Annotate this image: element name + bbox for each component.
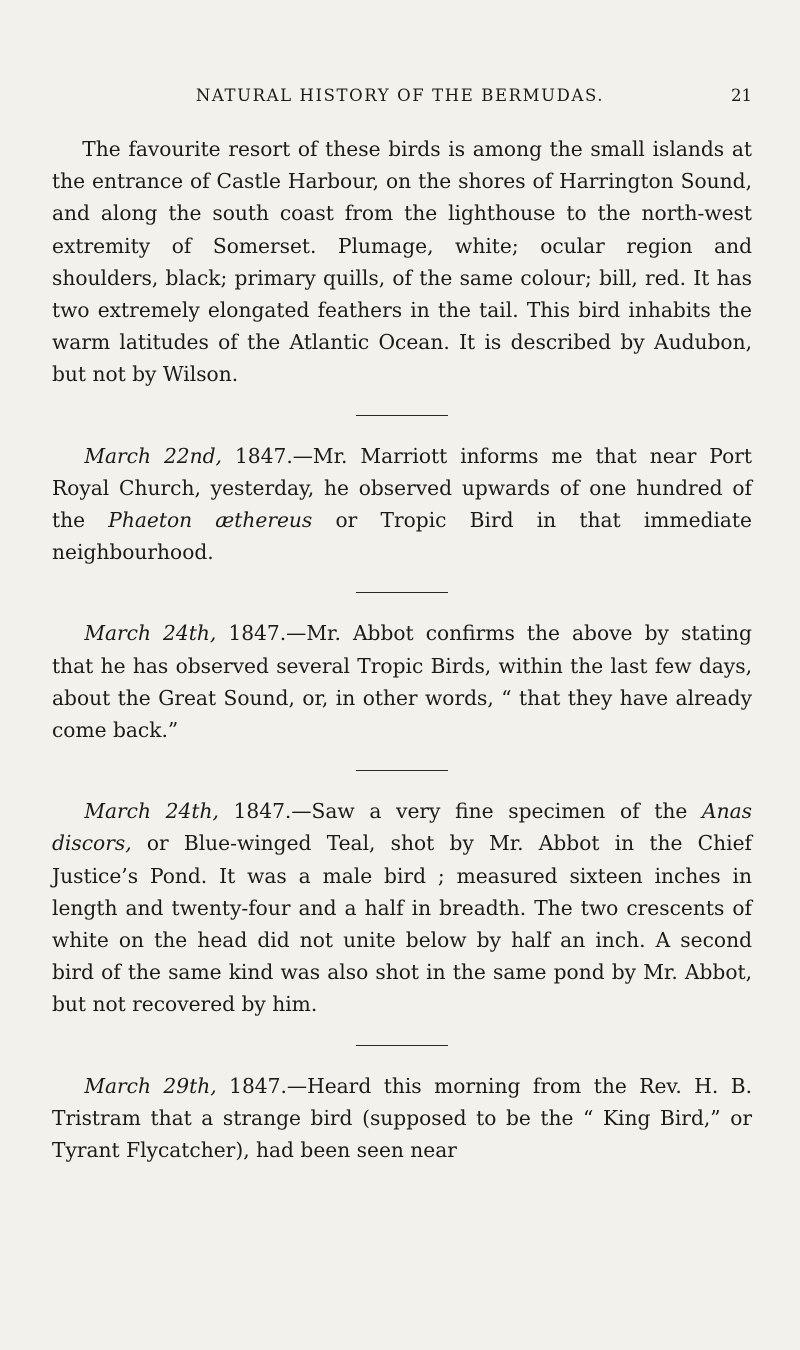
species-name: Anas discors, [52,799,752,856]
entry-date: March 29th, [84,1073,217,1098]
body-text [52,133,752,1166]
entry-text: 1847.—Saw a very fine specimen of the [218,799,703,824]
entry-text: or Blue-winged Teal, shot by Mr. Abbot in the Chief Justice’s Pond. It was a male bird ; measured sixteen inches in length and twenty-four and a half in breadth. The two crescents of white on the head did not unite below by half an inch. A second bird of the same kind was also shot in the same pond by Mr. Abbot, but not recovered by him. [52,831,752,1017]
entry-text: 1847.—Heard this morning from the Rev. H. B. Tristram that a strange bird (supposed to be the “ King Bird,” or Tyrant Flycatcher), had been seen near [52,1073,752,1163]
entry-march-24-abbot [52,617,752,746]
entry-march-22 [52,440,752,569]
entry-march-29 [52,1070,752,1167]
section-divider [356,770,448,771]
section-divider [356,1045,448,1046]
entry-text: or Tropic Bird in that immediate neighbourhood. [52,508,752,565]
section-divider [356,415,448,416]
paragraph-text: The favourite resort of these birds is among the small islands at the entrance of Castle Harbour, on the shores of Harrington Sound, and along the south coast from the lighthouse to the north-west extremity of Somerset. Plumage, white; ocular region and shoulders, black; primary quills, of the same colour; bill, red. It has two extremely elongated feathers in the tail. This bird inhabits the warm latitudes of the Atlantic Ocean. It is described by Audubon, but not by Wilson. [52,137,752,387]
paragraph-tropic-bird-habitat [52,133,752,391]
running-head [0,86,800,112]
entry-date: March 24th, [84,621,217,646]
entry-march-24-teal [52,795,752,1020]
species-name: Phaeton æthereus [108,508,313,533]
page-number: 21 [731,86,752,105]
entry-date: March 22nd, [84,443,222,468]
entry-date: March 24th, [84,799,219,824]
entry-text: 1847.—Mr. Abbot confirms the above by stating that he has observed several Tropic Birds, within the last few days, about the Great Sound, or, in other words, “ that they have already come back.” [52,621,752,743]
section-divider [356,592,448,593]
running-title: NATURAL HISTORY OF THE BERMUDAS. [195,86,605,105]
entry-text: 1847.—Mr. Marriott informs me that near Port Royal Church, yesterday, he observed upwards of one hundred of the [52,443,752,533]
